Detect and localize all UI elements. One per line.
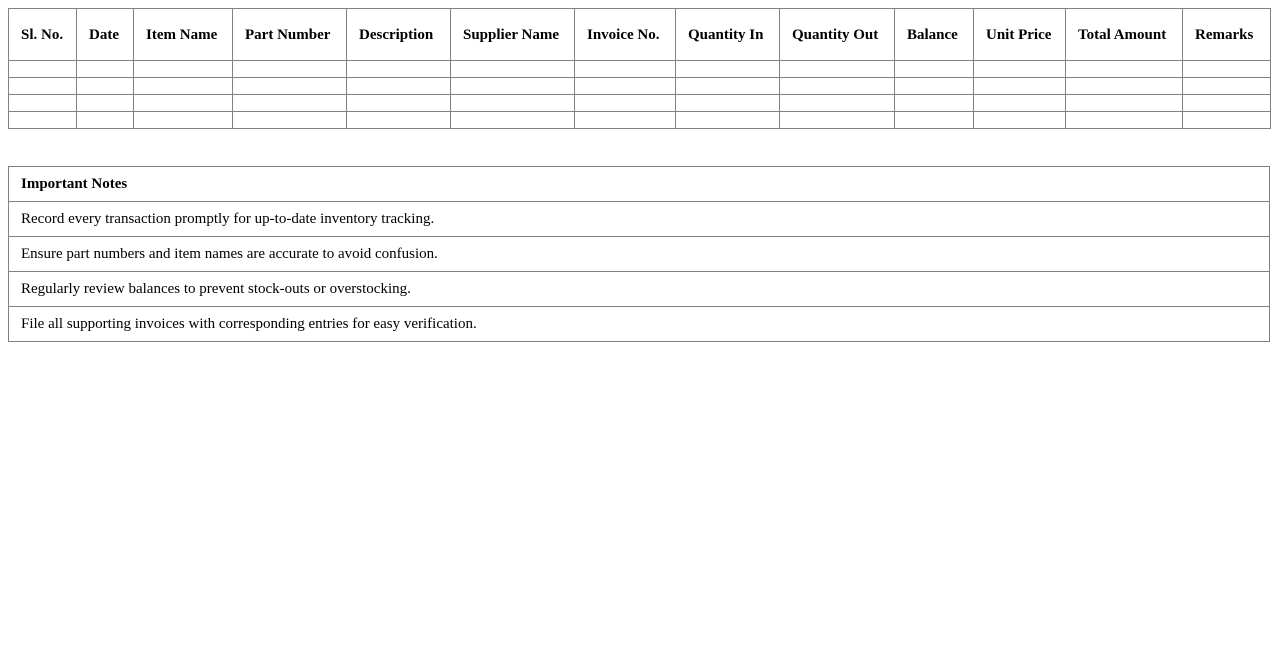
table-cell[interactable] bbox=[451, 95, 575, 112]
table-cell[interactable] bbox=[676, 95, 780, 112]
table-cell[interactable] bbox=[780, 78, 895, 95]
table-cell[interactable] bbox=[575, 78, 676, 95]
table-cell[interactable] bbox=[9, 95, 77, 112]
table-cell[interactable] bbox=[347, 61, 451, 78]
inventory-ledger-table bbox=[8, 8, 1271, 129]
table-cell[interactable] bbox=[1183, 95, 1271, 112]
table-cell[interactable] bbox=[347, 95, 451, 112]
column-header-invoice-no: Invoice No. bbox=[575, 9, 676, 61]
table-cell[interactable] bbox=[347, 78, 451, 95]
note-row bbox=[9, 272, 1270, 307]
table-cell[interactable] bbox=[575, 61, 676, 78]
table-cell[interactable] bbox=[895, 112, 974, 129]
table-cell[interactable] bbox=[233, 78, 347, 95]
table-cell[interactable] bbox=[575, 112, 676, 129]
table-cell[interactable] bbox=[134, 112, 233, 129]
notes-title: Important Notes bbox=[9, 167, 1270, 202]
table-cell[interactable] bbox=[77, 95, 134, 112]
table-cell[interactable] bbox=[895, 78, 974, 95]
note-item: Regularly review balances to prevent stock-outs or overstocking. bbox=[9, 272, 1270, 307]
table-row bbox=[9, 78, 1271, 95]
table-row bbox=[9, 95, 1271, 112]
column-header-total-amount: Total Amount bbox=[1066, 9, 1183, 61]
notes-title-row bbox=[9, 167, 1270, 202]
table-cell[interactable] bbox=[451, 61, 575, 78]
table-cell[interactable] bbox=[780, 95, 895, 112]
table-cell[interactable] bbox=[233, 112, 347, 129]
important-notes-table bbox=[8, 166, 1270, 342]
column-header-date: Date bbox=[77, 9, 134, 61]
table-cell[interactable] bbox=[1183, 112, 1271, 129]
table-cell[interactable] bbox=[233, 61, 347, 78]
note-row bbox=[9, 237, 1270, 272]
ledger-body bbox=[9, 61, 1271, 129]
table-cell[interactable] bbox=[676, 78, 780, 95]
note-item: Record every transaction promptly for up-to-date inventory tracking. bbox=[9, 202, 1270, 237]
table-cell[interactable] bbox=[77, 61, 134, 78]
table-cell[interactable] bbox=[9, 78, 77, 95]
table-cell[interactable] bbox=[134, 95, 233, 112]
table-cell[interactable] bbox=[134, 61, 233, 78]
table-cell[interactable] bbox=[1183, 78, 1271, 95]
column-header-unit-price: Unit Price bbox=[974, 9, 1066, 61]
column-header-quantity-in: Quantity In bbox=[676, 9, 780, 61]
table-cell[interactable] bbox=[676, 112, 780, 129]
table-cell[interactable] bbox=[974, 61, 1066, 78]
table-row bbox=[9, 61, 1271, 78]
column-header-sl-no: Sl. No. bbox=[9, 9, 77, 61]
table-cell[interactable] bbox=[233, 95, 347, 112]
column-header-supplier-name: Supplier Name bbox=[451, 9, 575, 61]
table-cell[interactable] bbox=[77, 112, 134, 129]
column-header-description: Description bbox=[347, 9, 451, 61]
table-cell[interactable] bbox=[974, 112, 1066, 129]
column-header-remarks: Remarks bbox=[1183, 9, 1271, 61]
table-cell[interactable] bbox=[575, 95, 676, 112]
table-cell[interactable] bbox=[9, 61, 77, 78]
column-header-part-number: Part Number bbox=[233, 9, 347, 61]
table-cell[interactable] bbox=[895, 95, 974, 112]
table-cell[interactable] bbox=[77, 78, 134, 95]
table-cell[interactable] bbox=[347, 112, 451, 129]
table-cell[interactable] bbox=[9, 112, 77, 129]
table-cell[interactable] bbox=[1066, 112, 1183, 129]
note-row bbox=[9, 307, 1270, 342]
note-item: File all supporting invoices with corresponding entries for easy verification. bbox=[9, 307, 1270, 342]
table-cell[interactable] bbox=[780, 112, 895, 129]
column-header-quantity-out: Quantity Out bbox=[780, 9, 895, 61]
table-cell[interactable] bbox=[974, 78, 1066, 95]
table-cell[interactable] bbox=[1066, 78, 1183, 95]
table-cell[interactable] bbox=[895, 61, 974, 78]
table-cell[interactable] bbox=[1183, 61, 1271, 78]
table-row bbox=[9, 112, 1271, 129]
table-cell[interactable] bbox=[1066, 61, 1183, 78]
table-cell[interactable] bbox=[1066, 95, 1183, 112]
table-cell[interactable] bbox=[451, 78, 575, 95]
note-item: Ensure part numbers and item names are accurate to avoid confusion. bbox=[9, 237, 1270, 272]
column-header-item-name: Item Name bbox=[134, 9, 233, 61]
table-cell[interactable] bbox=[451, 112, 575, 129]
table-cell[interactable] bbox=[134, 78, 233, 95]
table-header-row bbox=[9, 9, 1271, 61]
table-cell[interactable] bbox=[676, 61, 780, 78]
table-cell[interactable] bbox=[974, 95, 1066, 112]
table-cell[interactable] bbox=[780, 61, 895, 78]
note-row bbox=[9, 202, 1270, 237]
column-header-balance: Balance bbox=[895, 9, 974, 61]
